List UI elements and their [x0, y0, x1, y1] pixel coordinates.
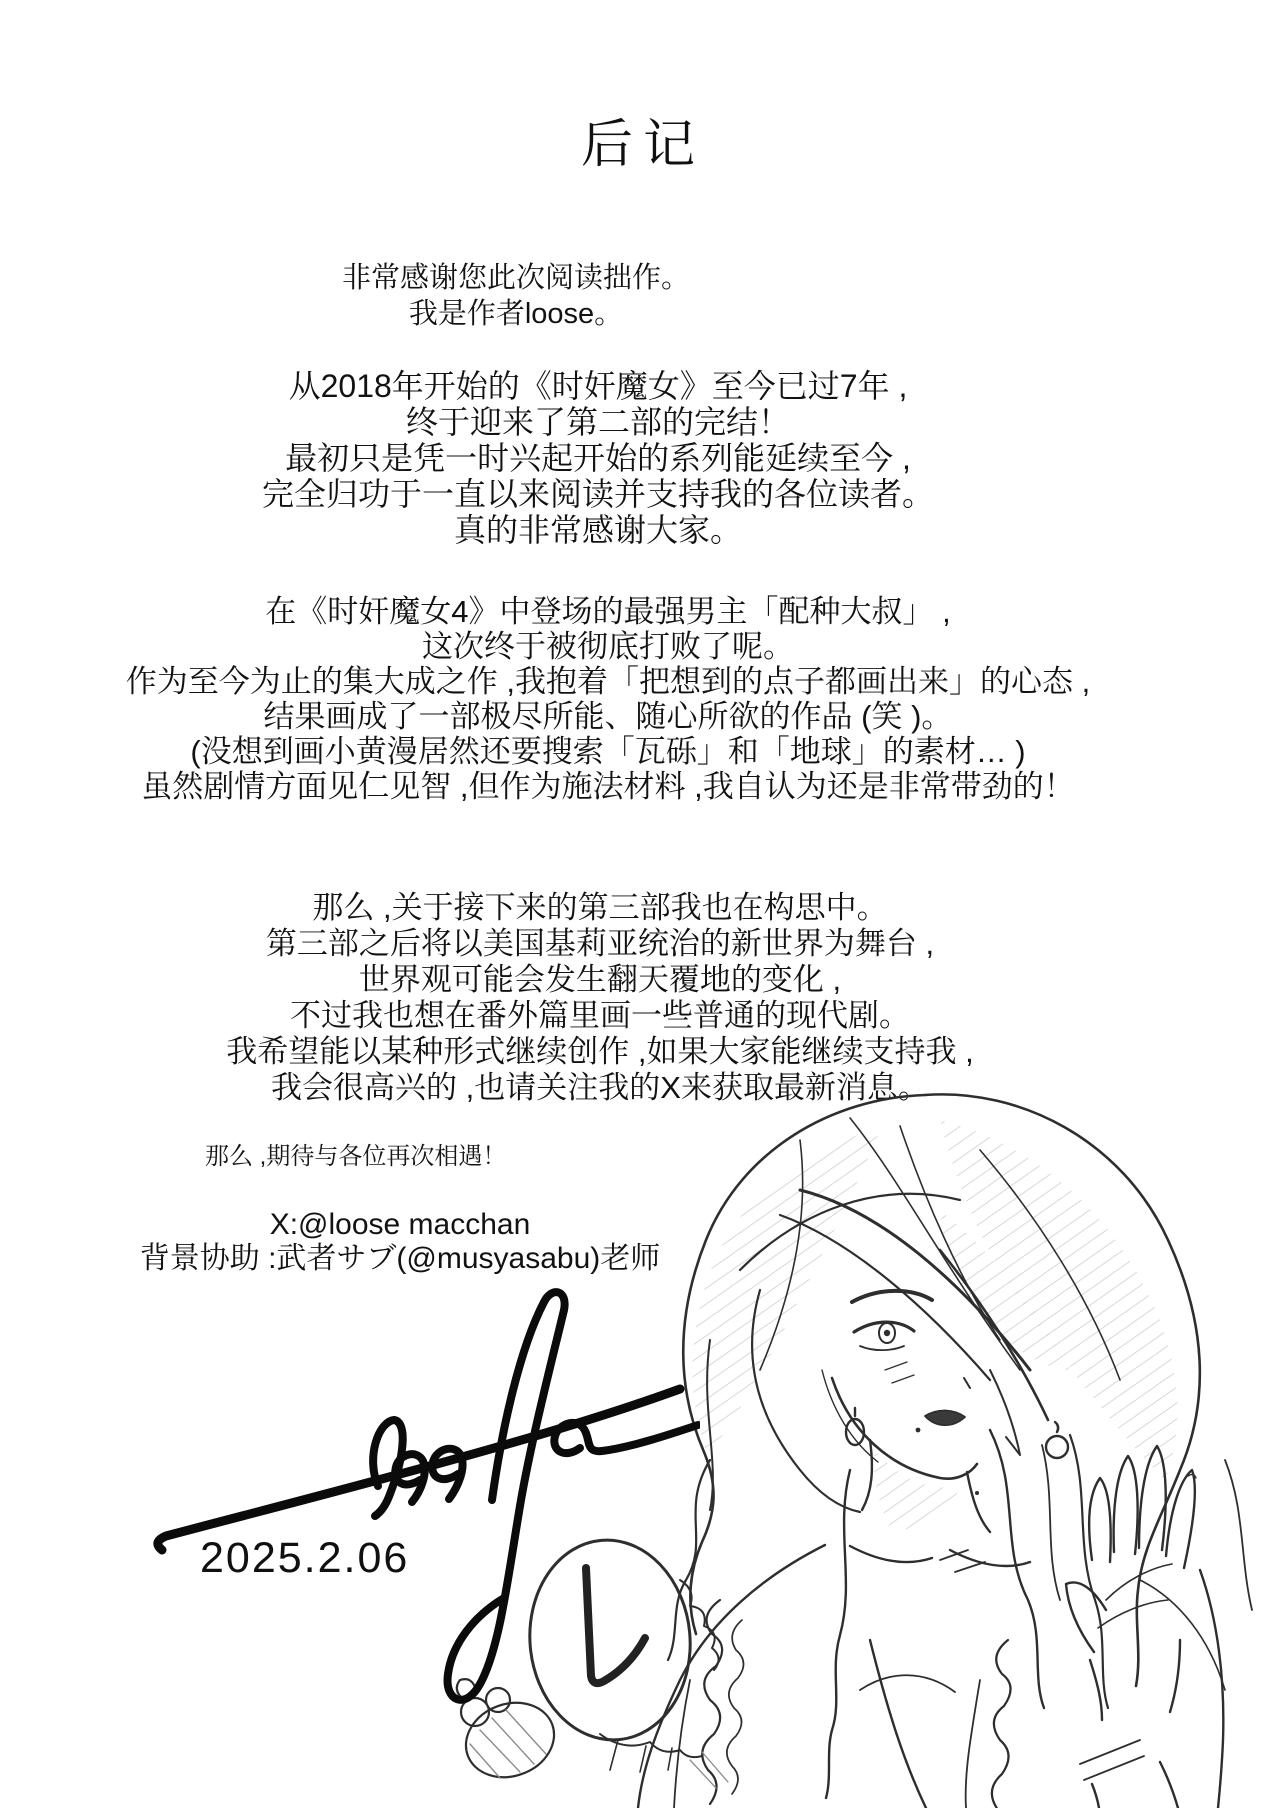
afterword-line: 作为至今为止的集大成之作 ,我抱着「把想到的点子都画出来」的心态 , — [125, 664, 1091, 699]
left-earring-icon — [846, 1419, 864, 1445]
raised-hand-sketch — [1066, 1446, 1196, 1808]
earring-icons — [846, 1408, 1068, 1458]
paragraph-future-plans — [226, 890, 973, 1106]
hair-hatching — [693, 1120, 1178, 1529]
afterword-line: 这次终于被彻底打败了呢。 — [421, 629, 794, 664]
afterword-line: 虽然剧情方面见仁见智 ,但作为施法材料 ,我自认为还是非常带劲的！ — [141, 769, 1075, 804]
paragraph-volume4-notes — [126, 594, 1090, 804]
x-handle-credit: X:@loose macchan — [269, 1208, 531, 1241]
placard-sign — [522, 1533, 719, 1746]
signature-date: 2025.2.06 — [200, 1534, 410, 1582]
sign-glyph-L — [586, 1568, 645, 1683]
afterword-line: (没想到画小黄漫居然还要搜索「瓦砾」和「地球」的素材… ) — [190, 734, 1026, 769]
paragraph-thanks — [342, 260, 690, 332]
page-title: 后记 — [580, 116, 706, 174]
afterword-line: 第三部之后将以美国基莉亚统治的新世界为舞台 , — [265, 926, 935, 961]
frill-sketch — [702, 1600, 1010, 1808]
face-sketch — [822, 1291, 977, 1479]
hair-sketch — [668, 1094, 1252, 1798]
paragraph-series-history — [262, 368, 934, 548]
afterword-line: 真的非常感谢大家。 — [453, 512, 743, 548]
body-sketch — [638, 1440, 1225, 1808]
character-sketch-illustration — [380, 1040, 1280, 1808]
mascot-paw — [455, 1679, 728, 1789]
afterword-line: 在《时奸魔女4》中登场的最强男主「配种大叔」 , — [265, 594, 951, 629]
author-signature — [140, 1268, 700, 1718]
afterword-line: 结果画成了一部极尽所能、随心所欲的作品 (笑 )。 — [263, 699, 953, 734]
afterword-line: 世界观可能会发生翻天覆地的变化 , — [358, 962, 842, 997]
bracelet-lines — [1080, 1740, 1144, 1780]
signature-underline — [158, 1389, 680, 1550]
afterword-line: 不过我也想在番外篇里画一些普通的现代剧。 — [289, 998, 910, 1033]
afterword-line: 我是作者loose。 — [408, 298, 624, 330]
afterword-line: 我会很高兴的 ,也请关注我的X来获取最新消息。 — [271, 1070, 929, 1105]
credits-block — [140, 1208, 661, 1276]
farewell-line: 那么 ,期待与各位再次相遇！ — [205, 1143, 507, 1170]
right-earring-icon — [1046, 1436, 1068, 1458]
afterword-line: 非常感谢您此次阅读拙作。 — [341, 262, 691, 294]
afterword-line: 从2018年开始的《时奸魔女》至今已过7年 , — [288, 368, 908, 404]
afterword-line: 终于迎来了第二部的完结！ — [405, 404, 791, 440]
afterword-line: 那么 ,关于接下来的第三部我也在构思中。 — [312, 890, 888, 925]
afterword-line: 我希望能以某种形式继续创作 ,如果大家能继续支持我 , — [226, 1034, 974, 1069]
afterword-line: 最初只是凭一时兴起开始的系列能延续至今 , — [285, 440, 911, 476]
afterword-line: 完全归功于一直以来阅读并支持我的各位读者。 — [261, 476, 935, 512]
background-assist-credit: 背景协助 :武者サブ(@musyasabu)老师 — [139, 1242, 661, 1275]
